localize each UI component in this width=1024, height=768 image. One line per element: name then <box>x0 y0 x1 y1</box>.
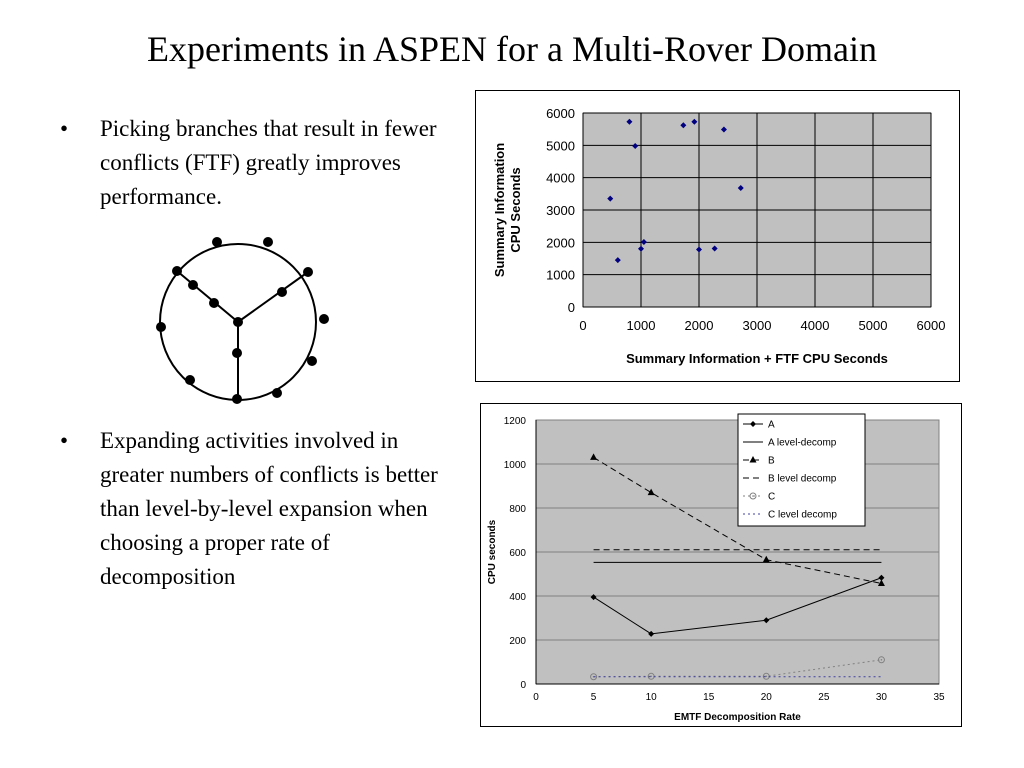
bullet-1-text: Picking branches that result in fewer conflicts (FTF) greatly improves performance. <box>100 116 437 209</box>
graph-spoke <box>177 271 238 322</box>
series-marker-center <box>765 676 767 678</box>
series-marker-center <box>752 495 754 497</box>
graph-node <box>307 356 317 366</box>
x-tick-label: 0 <box>533 692 539 703</box>
y-tick-label: 800 <box>509 504 526 515</box>
graph-node <box>272 388 282 398</box>
graph-node <box>303 267 313 277</box>
y-tick-label: 2000 <box>546 235 575 251</box>
x-tick-label: 15 <box>703 692 715 703</box>
legend-label: B level decomp <box>768 473 837 485</box>
graph-node <box>233 317 243 327</box>
x-tick-label: 1000 <box>626 318 656 333</box>
bullet-1 <box>60 112 460 214</box>
legend-label: A level-decomp <box>768 437 837 449</box>
graph-node <box>209 298 219 308</box>
graph-node <box>188 280 198 290</box>
x-tick-label: 5000 <box>858 318 888 333</box>
x-tick-label: 25 <box>818 692 830 703</box>
graph-node <box>212 237 222 247</box>
y-axis-label <box>492 143 523 277</box>
x-tick-label: 2000 <box>684 318 714 333</box>
graph-node <box>319 314 329 324</box>
series-marker-center <box>881 659 883 661</box>
x-tick-label: 5 <box>590 692 597 703</box>
graph-spoke <box>238 272 308 322</box>
line-chart-panel <box>480 403 962 727</box>
bullet-marker: • <box>60 116 69 141</box>
scatter-chart-panel <box>475 90 960 382</box>
y-tick-label: 200 <box>509 636 526 647</box>
graph-node <box>277 287 287 297</box>
bullet-2-text: Expanding activities involved in greater numbers of conflicts is better than level-by-level expansion when choosing a proper rate of decomposition <box>100 428 438 589</box>
y-tick-label: 1000 <box>546 267 575 283</box>
series-marker-center <box>650 676 652 678</box>
y-tick-label: 5000 <box>546 138 575 154</box>
graph-node <box>263 237 273 247</box>
slide-title: Experiments in ASPEN for a Multi-Rover Domain <box>147 29 877 69</box>
graph-node <box>172 266 182 276</box>
bullet-marker: • <box>60 428 69 453</box>
legend <box>738 414 865 526</box>
y-tick-label: 1200 <box>503 416 526 427</box>
x-tick-label: 10 <box>645 692 657 703</box>
x-tick-label: 4000 <box>800 318 830 333</box>
graph-node <box>232 348 242 358</box>
x-axis-label: EMTF Decomposition Rate <box>674 712 801 723</box>
y-tick-label: 3000 <box>546 203 575 218</box>
x-tick-label: 6000 <box>916 318 946 333</box>
legend-label: A <box>768 419 775 431</box>
y-tick-label: 1000 <box>503 460 526 471</box>
graph-node <box>185 375 195 385</box>
y-tick-label: 0 <box>520 680 526 691</box>
bullet-2 <box>60 424 460 594</box>
line-chart <box>481 404 961 726</box>
y-tick-label: 400 <box>509 592 526 603</box>
x-tick-label: 3000 <box>742 318 772 333</box>
y-axis-label-line: Summary Information <box>492 142 507 278</box>
graph-node <box>232 394 242 404</box>
legend-label: C level decomp <box>768 509 837 521</box>
conflict-graph-diagram <box>150 230 340 410</box>
y-axis-label: CPU seconds <box>487 519 498 585</box>
y-tick-label: 6000 <box>546 106 575 121</box>
x-tick-label: 30 <box>875 692 887 703</box>
legend-label: C <box>768 491 776 503</box>
x-tick-label: 35 <box>933 692 945 703</box>
x-tick-label: 20 <box>760 692 772 703</box>
legend-label: B <box>768 455 775 467</box>
x-axis-label: Summary Information + FTF CPU Seconds <box>626 351 888 366</box>
y-tick-label: 0 <box>567 300 575 315</box>
x-tick-label: 0 <box>579 318 587 333</box>
y-tick-label: 600 <box>509 548 526 559</box>
graph-node <box>156 322 166 332</box>
scatter-chart <box>476 91 959 381</box>
y-tick-label: 4000 <box>546 170 575 186</box>
y-axis-label-line: CPU Seconds <box>508 167 523 253</box>
